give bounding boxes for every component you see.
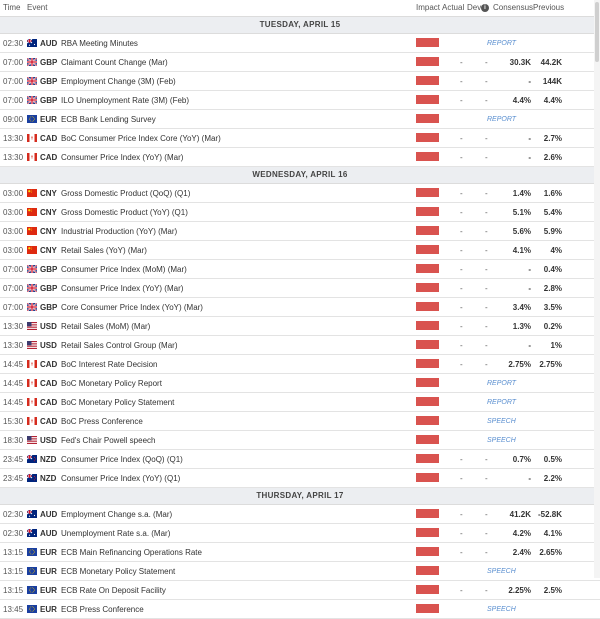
- table-row[interactable]: [0, 279, 600, 298]
- impact-bar: [416, 378, 439, 387]
- table-row[interactable]: [0, 450, 600, 469]
- event-name[interactable]: Core Consumer Price Index (YoY) (Mar): [61, 303, 203, 312]
- flag-gb-icon: [27, 77, 37, 85]
- flag-ca-icon: [27, 398, 37, 406]
- flag-au-icon: [27, 39, 37, 47]
- flag-gb-icon: [27, 58, 37, 66]
- deviation-value: -: [485, 134, 488, 143]
- event-type-tag[interactable]: REPORT: [487, 40, 517, 47]
- actual-value: -: [460, 529, 463, 538]
- event-time: 14:45: [3, 360, 24, 369]
- consensus-value: 2.4%: [512, 548, 531, 557]
- impact-bar: [416, 397, 439, 406]
- currency-code: CAD: [40, 379, 58, 388]
- event-name[interactable]: Industrial Production (YoY) (Mar): [61, 227, 178, 236]
- consensus-value: 5.6%: [512, 227, 531, 236]
- event-time: 14:45: [3, 398, 24, 407]
- table-row[interactable]: [0, 374, 600, 393]
- deviation-value: -: [485, 510, 488, 519]
- event-name[interactable]: Consumer Price Index (YoY) (Mar): [61, 153, 184, 162]
- day-header: THURSDAY, APRIL 17: [0, 488, 600, 505]
- currency-code: NZD: [40, 455, 57, 464]
- actual-value: -: [460, 455, 463, 464]
- flag-ca-icon: [27, 379, 37, 387]
- table-row[interactable]: [0, 241, 600, 260]
- currency-code: USD: [40, 322, 57, 331]
- flag-cn-icon: [27, 227, 37, 235]
- event-name[interactable]: BoC Monetary Policy Report: [61, 379, 162, 388]
- impact-bar: [416, 435, 439, 444]
- info-icon[interactable]: i: [481, 4, 489, 12]
- previous-value: -52.8K: [537, 510, 562, 519]
- actual-value: -: [460, 208, 463, 217]
- event-type-tag[interactable]: REPORT: [487, 116, 517, 123]
- table-header: [0, 0, 600, 17]
- table-row[interactable]: [0, 581, 600, 600]
- flag-eu-icon: [27, 605, 37, 613]
- impact-bar: [416, 226, 439, 235]
- consensus-value: 4.4%: [512, 96, 531, 105]
- event-time: 18:30: [3, 436, 24, 445]
- table-row[interactable]: [0, 129, 600, 148]
- table-row[interactable]: [0, 53, 600, 72]
- deviation-value: -: [485, 153, 488, 162]
- currency-code: CNY: [40, 189, 57, 198]
- consensus-value: 1.3%: [512, 322, 531, 331]
- deviation-value: -: [485, 265, 488, 274]
- consensus-value: -: [528, 134, 531, 143]
- event-name[interactable]: Unemployment Rate s.a. (Mar): [61, 529, 171, 538]
- event-time: 09:00: [3, 115, 24, 124]
- flag-cn-icon: [27, 246, 37, 254]
- event-time: 13:30: [3, 153, 24, 162]
- impact-bar: [416, 585, 439, 594]
- actual-value: -: [460, 322, 463, 331]
- event-time: 13:30: [3, 134, 24, 143]
- previous-value: 44.2K: [540, 58, 562, 67]
- currency-code: CAD: [40, 398, 58, 407]
- event-name[interactable]: Retail Sales Control Group (Mar): [61, 341, 178, 350]
- deviation-value: -: [485, 529, 488, 538]
- event-name[interactable]: ECB Monetary Policy Statement: [61, 567, 176, 576]
- actual-value: -: [460, 474, 463, 483]
- actual-value: -: [460, 153, 463, 162]
- event-time: 13:45: [3, 605, 24, 614]
- event-name[interactable]: ECB Press Conference: [61, 605, 144, 614]
- currency-code: NZD: [40, 474, 57, 483]
- impact-bar: [416, 416, 439, 425]
- deviation-value: -: [485, 548, 488, 557]
- flag-gb-icon: [27, 265, 37, 273]
- event-type-tag[interactable]: SPEECH: [487, 418, 516, 425]
- event-name[interactable]: BoC Consumer Price Index Core (YoY) (Mar): [61, 134, 221, 143]
- deviation-value: -: [485, 189, 488, 198]
- currency-code: GBP: [40, 58, 58, 67]
- flag-nz-icon: [27, 474, 37, 482]
- currency-code: EUR: [40, 586, 57, 595]
- consensus-value: -: [528, 474, 531, 483]
- consensus-value: 1.4%: [512, 189, 531, 198]
- actual-value: -: [460, 58, 463, 67]
- currency-code: EUR: [40, 605, 57, 614]
- currency-code: AUD: [40, 529, 58, 538]
- actual-value: -: [460, 303, 463, 312]
- impact-bar: [416, 38, 439, 47]
- previous-value: 2.2%: [543, 474, 562, 483]
- actual-value: -: [460, 189, 463, 198]
- consensus-value: 41.2K: [509, 510, 531, 519]
- event-time: 03:00: [3, 227, 24, 236]
- consensus-value: 2.25%: [508, 586, 531, 595]
- actual-value: -: [460, 134, 463, 143]
- actual-value: -: [460, 246, 463, 255]
- impact-bar: [416, 264, 439, 273]
- table-row[interactable]: [0, 72, 600, 91]
- deviation-value: -: [485, 360, 488, 369]
- event-time: 07:00: [3, 303, 24, 312]
- flag-ca-icon: [27, 417, 37, 425]
- consensus-value: -: [528, 265, 531, 274]
- event-type-tag[interactable]: SPEECH: [487, 606, 516, 613]
- impact-bar: [416, 245, 439, 254]
- table-row[interactable]: [0, 110, 600, 129]
- consensus-value: 5.1%: [512, 208, 531, 217]
- previous-value: 2.6%: [543, 153, 562, 162]
- actual-value: -: [460, 510, 463, 519]
- actual-value: -: [460, 360, 463, 369]
- impact-bar: [416, 302, 439, 311]
- flag-gb-icon: [27, 96, 37, 104]
- impact-bar: [416, 359, 439, 368]
- day-header: TUESDAY, APRIL 15: [0, 17, 600, 34]
- event-name[interactable]: ECB Rate On Deposit Facility: [61, 586, 166, 595]
- deviation-value: -: [485, 77, 488, 86]
- deviation-value: -: [485, 284, 488, 293]
- deviation-value: -: [485, 246, 488, 255]
- impact-bar: [416, 76, 439, 85]
- event-name[interactable]: Consumer Price Index (QoQ) (Q1): [61, 455, 183, 464]
- impact-bar: [416, 454, 439, 463]
- currency-code: USD: [40, 436, 57, 445]
- table-row[interactable]: [0, 336, 600, 355]
- consensus-value: 0.7%: [512, 455, 531, 464]
- header-event[interactable]: Event: [27, 3, 48, 12]
- impact-bar: [416, 547, 439, 556]
- impact-bar: [416, 95, 439, 104]
- previous-value: 2.7%: [543, 134, 562, 143]
- impact-bar: [416, 152, 439, 161]
- previous-value: 5.4%: [543, 208, 562, 217]
- event-time: 03:00: [3, 208, 24, 217]
- flag-gb-icon: [27, 284, 37, 292]
- event-time: 07:00: [3, 58, 24, 67]
- event-time: 07:00: [3, 77, 24, 86]
- table-row[interactable]: [0, 355, 600, 374]
- previous-value: 5.9%: [543, 227, 562, 236]
- table-row[interactable]: [0, 562, 600, 581]
- flag-cn-icon: [27, 189, 37, 197]
- actual-value: -: [460, 586, 463, 595]
- event-time: 14:45: [3, 379, 24, 388]
- previous-value: 4%: [550, 246, 562, 255]
- impact-bar: [416, 509, 439, 518]
- impact-bar: [416, 566, 439, 575]
- flag-nz-icon: [27, 455, 37, 463]
- flag-au-icon: [27, 510, 37, 518]
- table-row[interactable]: [0, 524, 600, 543]
- deviation-value: -: [485, 341, 488, 350]
- table-row[interactable]: [0, 91, 600, 110]
- actual-value: -: [460, 227, 463, 236]
- event-time: 03:00: [3, 189, 24, 198]
- event-time: 07:00: [3, 284, 24, 293]
- impact-bar: [416, 528, 439, 537]
- impact-bar: [416, 321, 439, 330]
- event-name[interactable]: BoC Monetary Policy Statement: [61, 398, 175, 407]
- deviation-value: -: [485, 303, 488, 312]
- actual-value: -: [460, 341, 463, 350]
- currency-code: CNY: [40, 246, 57, 255]
- table-row[interactable]: [0, 317, 600, 336]
- event-name[interactable]: Claimant Count Change (Mar): [61, 58, 168, 67]
- event-name[interactable]: Gross Domestic Product (QoQ) (Q1): [61, 189, 191, 198]
- flag-au-icon: [27, 529, 37, 537]
- previous-value: 2.75%: [539, 360, 562, 369]
- event-time: 13:30: [3, 322, 24, 331]
- event-name[interactable]: BoC Press Conference: [61, 417, 143, 426]
- consensus-value: 4.1%: [512, 246, 531, 255]
- impact-bar: [416, 340, 439, 349]
- event-name[interactable]: Employment Change s.a. (Mar): [61, 510, 173, 519]
- event-name[interactable]: Gross Domestic Product (YoY) (Q1): [61, 208, 188, 217]
- flag-ca-icon: [27, 360, 37, 368]
- flag-us-icon: [27, 322, 37, 330]
- actual-value: -: [460, 77, 463, 86]
- table-row[interactable]: [0, 393, 600, 412]
- currency-code: EUR: [40, 567, 57, 576]
- deviation-value: -: [485, 474, 488, 483]
- consensus-value: -: [528, 153, 531, 162]
- event-type-tag[interactable]: REPORT: [487, 399, 517, 406]
- table-row[interactable]: [0, 148, 600, 167]
- currency-code: GBP: [40, 96, 58, 105]
- event-name[interactable]: BoC Interest Rate Decision: [61, 360, 158, 369]
- event-time: 23:45: [3, 455, 24, 464]
- scrollbar-thumb[interactable]: [595, 2, 599, 62]
- table-row[interactable]: [0, 260, 600, 279]
- flag-us-icon: [27, 341, 37, 349]
- header-consensus[interactable]: Consensus: [493, 3, 534, 12]
- currency-code: EUR: [40, 548, 57, 557]
- flag-ca-icon: [27, 134, 37, 142]
- actual-value: -: [460, 548, 463, 557]
- previous-value: 3.5%: [543, 303, 562, 312]
- consensus-value: 3.4%: [512, 303, 531, 312]
- currency-code: GBP: [40, 284, 58, 293]
- previous-value: 144K: [542, 77, 562, 86]
- event-name[interactable]: Retail Sales (MoM) (Mar): [61, 322, 151, 331]
- event-name[interactable]: Employment Change (3M) (Feb): [61, 77, 176, 86]
- previous-value: 1%: [550, 341, 562, 350]
- event-name[interactable]: ILO Unemployment Rate (3M) (Feb): [61, 96, 190, 105]
- currency-code: EUR: [40, 115, 57, 124]
- event-time: 13:15: [3, 548, 24, 557]
- impact-bar: [416, 283, 439, 292]
- consensus-value: -: [528, 341, 531, 350]
- flag-ca-icon: [27, 153, 37, 161]
- previous-value: 4.4%: [543, 96, 562, 105]
- event-time: 13:15: [3, 567, 24, 576]
- deviation-value: -: [485, 455, 488, 464]
- event-time: 15:30: [3, 417, 24, 426]
- event-type-tag[interactable]: SPEECH: [487, 437, 516, 444]
- table-row[interactable]: [0, 222, 600, 241]
- previous-value: 2.5%: [543, 586, 562, 595]
- event-name[interactable]: ECB Main Refinancing Operations Rate: [61, 548, 202, 557]
- table-row[interactable]: [0, 543, 600, 562]
- impact-bar: [416, 114, 439, 123]
- flag-eu-icon: [27, 115, 37, 123]
- event-name[interactable]: RBA Meeting Minutes: [61, 39, 138, 48]
- event-time: 07:00: [3, 96, 24, 105]
- currency-code: CAD: [40, 360, 58, 369]
- currency-code: CAD: [40, 417, 58, 426]
- impact-bar: [416, 57, 439, 66]
- table-row[interactable]: [0, 412, 600, 431]
- event-time: 03:00: [3, 246, 24, 255]
- event-name[interactable]: Consumer Price Index (MoM) (Mar): [61, 265, 187, 274]
- currency-code: CAD: [40, 153, 58, 162]
- flag-us-icon: [27, 436, 37, 444]
- impact-bar: [416, 473, 439, 482]
- table-row[interactable]: [0, 600, 600, 619]
- scrollbar[interactable]: [594, 0, 600, 578]
- flag-eu-icon: [27, 548, 37, 556]
- event-name[interactable]: Consumer Price Index (YoY) (Mar): [61, 284, 184, 293]
- actual-value: -: [460, 96, 463, 105]
- currency-code: GBP: [40, 77, 58, 86]
- previous-value: 1.6%: [543, 189, 562, 198]
- event-time: 13:30: [3, 341, 24, 350]
- flag-eu-icon: [27, 586, 37, 594]
- event-time: 13:15: [3, 586, 24, 595]
- event-time: 02:30: [3, 529, 24, 538]
- previous-value: 2.65%: [539, 548, 562, 557]
- flag-eu-icon: [27, 567, 37, 575]
- event-name[interactable]: Consumer Price Index (YoY) (Q1): [61, 474, 181, 483]
- flag-gb-icon: [27, 303, 37, 311]
- table-row[interactable]: [0, 298, 600, 317]
- table-row[interactable]: [0, 505, 600, 524]
- deviation-value: -: [485, 208, 488, 217]
- currency-code: USD: [40, 341, 57, 350]
- currency-code: GBP: [40, 303, 58, 312]
- impact-bar: [416, 604, 439, 613]
- consensus-value: -: [528, 77, 531, 86]
- event-name[interactable]: ECB Bank Lending Survey: [61, 115, 156, 124]
- flag-cn-icon: [27, 208, 37, 216]
- deviation-value: -: [485, 58, 488, 67]
- consensus-value: 30.3K: [509, 58, 531, 67]
- currency-code: AUD: [40, 39, 58, 48]
- event-name[interactable]: Retail Sales (YoY) (Mar): [61, 246, 147, 255]
- consensus-value: -: [528, 284, 531, 293]
- event-time: 23:45: [3, 474, 24, 483]
- currency-code: AUD: [40, 510, 58, 519]
- impact-bar: [416, 207, 439, 216]
- day-header: WEDNESDAY, APRIL 16: [0, 167, 600, 184]
- actual-value: -: [460, 284, 463, 293]
- header-impact[interactable]: Impact: [416, 3, 441, 12]
- previous-value: 2.8%: [543, 284, 562, 293]
- actual-value: -: [460, 265, 463, 274]
- currency-code: CAD: [40, 134, 58, 143]
- event-type-tag[interactable]: REPORT: [487, 380, 517, 387]
- previous-value: 0.5%: [543, 455, 562, 464]
- deviation-value: -: [485, 322, 488, 331]
- currency-code: CNY: [40, 227, 57, 236]
- header-actual[interactable]: Actual: [442, 3, 465, 12]
- event-name[interactable]: Fed's Chair Powell speech: [61, 436, 156, 445]
- previous-value: 4.1%: [543, 529, 562, 538]
- table-row[interactable]: [0, 431, 600, 450]
- header-time[interactable]: Time: [3, 3, 21, 12]
- currency-code: GBP: [40, 265, 58, 274]
- event-time: 02:30: [3, 510, 24, 519]
- deviation-value: -: [485, 586, 488, 595]
- table-row[interactable]: [0, 34, 600, 53]
- previous-value: 0.2%: [543, 322, 562, 331]
- impact-bar: [416, 133, 439, 142]
- header-dev[interactable]: Dev: [467, 3, 482, 12]
- deviation-value: -: [485, 96, 488, 105]
- header-previous[interactable]: Previous: [533, 3, 565, 12]
- event-time: 07:00: [3, 265, 24, 274]
- impact-bar: [416, 188, 439, 197]
- table-row[interactable]: [0, 469, 600, 488]
- consensus-value: 2.75%: [508, 360, 531, 369]
- consensus-value: 4.2%: [512, 529, 531, 538]
- deviation-value: -: [485, 227, 488, 236]
- currency-code: CNY: [40, 208, 57, 217]
- event-type-tag[interactable]: SPEECH: [487, 568, 516, 575]
- calendar-body: [0, 17, 600, 619]
- event-time: 02:30: [3, 39, 24, 48]
- table-row[interactable]: [0, 203, 600, 222]
- previous-value: 0.4%: [543, 265, 562, 274]
- table-row[interactable]: [0, 184, 600, 203]
